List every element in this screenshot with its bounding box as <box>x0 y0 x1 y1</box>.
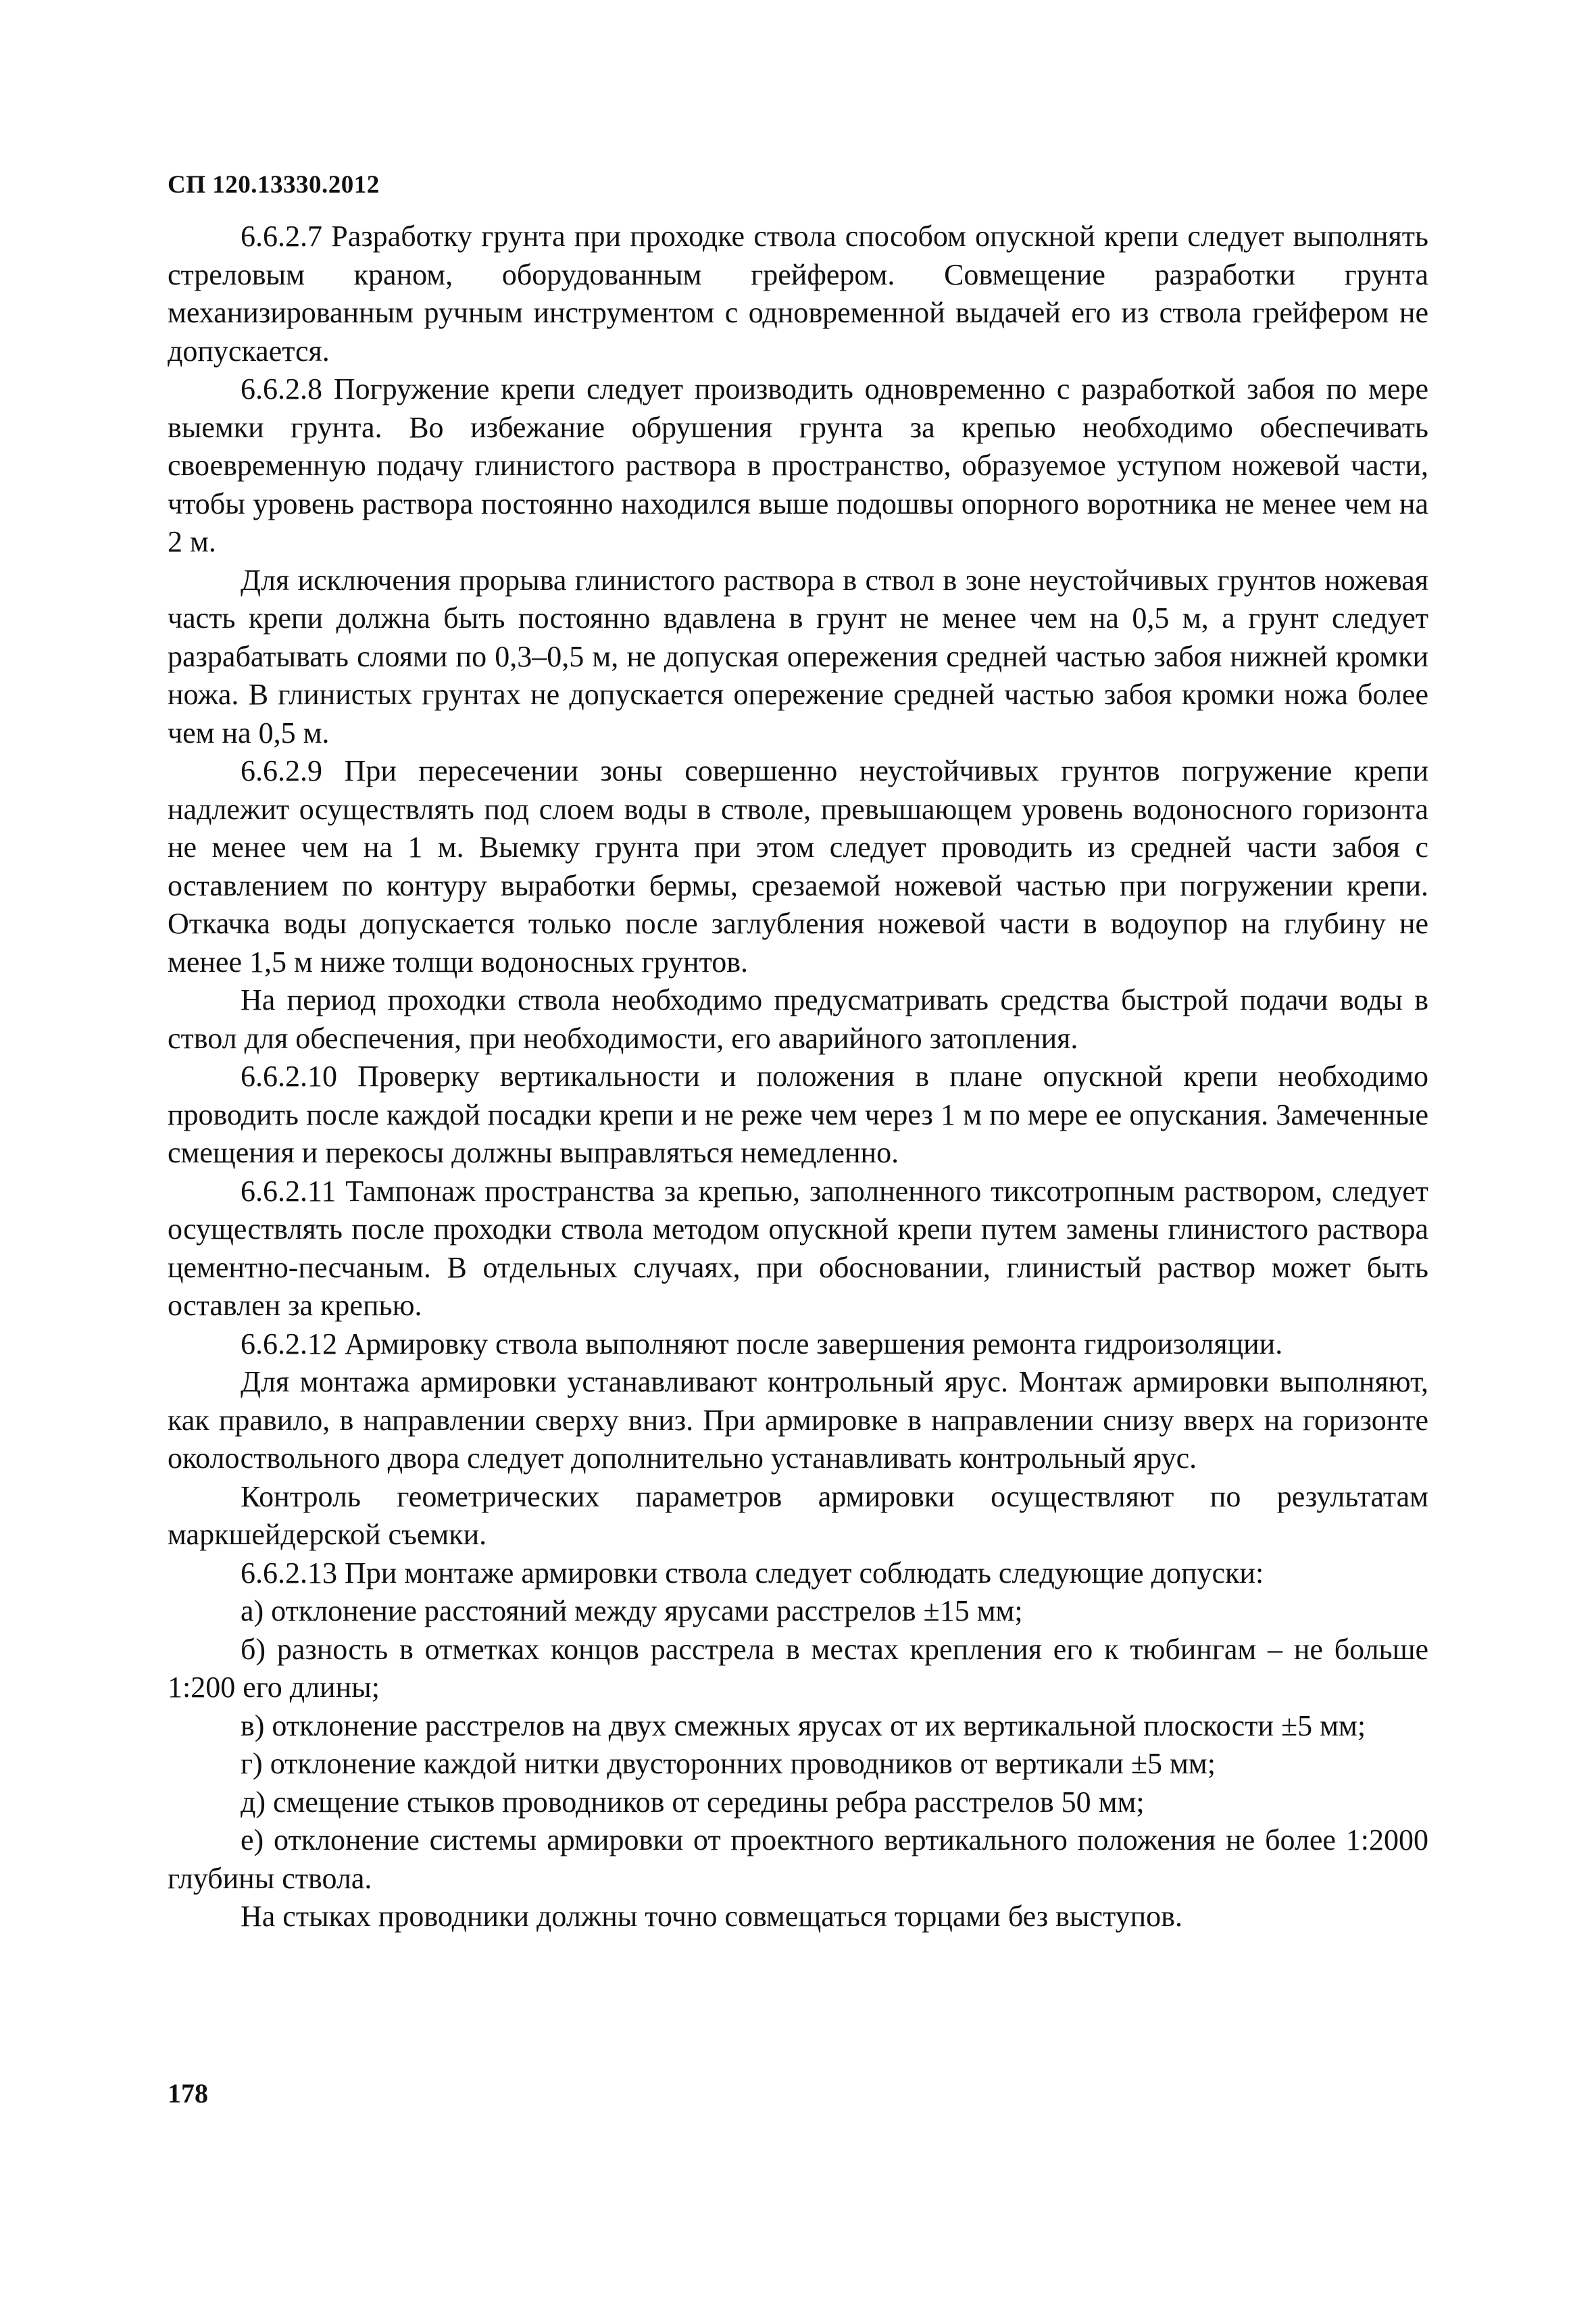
paragraph-6-6-2-11: 6.6.2.11 Тампонаж пространства за крепью, заполненного тиксотропным раствором, следует осуществлять после проходки ствола методом опускной крепи путем замены глинистого раствора цементно-песчаным. В отдельных случаях, при обосновании, глинистый раствор может быть оставлен за крепью. <box>168 1174 1428 1322</box>
paragraph-clay-breakthrough: Для исключения прорыва глинистого раствора в ствол в зоне неустойчивых грунтов ножевая часть крепи должна быть постоянно вдавлена в грунт не менее чем на 0,5 м, а грунт следует разрабатывать слоями по 0,3–0,5 м, не допуская опережения средней частью забоя нижней кромки ножа. В глинистых грунтах не допускается опережение средней частью забоя кромки ножа более чем на 0,5 м. <box>168 563 1428 749</box>
list-item-e: е) отклонение системы армировки от проектного вертикального положения не более 1:2000 глубины ствола. <box>168 1823 1428 1895</box>
page-number: 178 <box>168 2078 208 2109</box>
list-item-v: в) отклонение расстрелов на двух смежных ярусах от их вертикальной плоскости ±5 мм; <box>241 1708 1366 1742</box>
paragraph-6-6-2-7: 6.6.2.7 Разработку грунта при проходке ствола способом опускной крепи следует выполнять стреловым краном, оборудованным грейфером. Совмещение разработки грунта механизированным ручным инструментом с одновременной выдачей его из ствола грейфером не допускается. <box>168 220 1428 368</box>
paragraph-geometry-control: Контроль геометрических параметров армировки осуществляют по результатам маркшейдерской съемки. <box>168 1479 1428 1551</box>
list-item-b: б) разность в отметках концов расстрела в местах крепления его к тюбингам – не больше 1:200 его длины; <box>168 1632 1428 1704</box>
paragraph-6-6-2-13: 6.6.2.13 При монтаже армировки ствола следует соблюдать следующие допуски: <box>241 1556 1264 1590</box>
paragraph-6-6-2-12: 6.6.2.12 Армировку ствола выполняют после завершения ремонта гидроизоляции. <box>241 1327 1283 1360</box>
paragraph-water-supply: На период проходки ствола необходимо предусматривать средства быстрой подачи воды в ствол для обеспечения, при необходимости, его аварийного затопления. <box>168 983 1428 1055</box>
paragraph-armoring-mounting: Для монтажа армировки устанавливают контрольный ярус. Монтаж армировки выполняют, как правило, в направлении сверху вниз. При армировке в направлении снизу вверх на горизонте околоствольного двора следует дополнительно устанавливать контрольный ярус. <box>168 1365 1428 1475</box>
document-code-header: СП 120.13330.2012 <box>168 171 380 199</box>
paragraph-6-6-2-8: 6.6.2.8 Погружение крепи следует производить одновременно с разработкой забоя по мере выемки грунта. Во избежание обрушения грунта за крепью необходимо обеспечивать своевременную подачу глинистого раствора в пространство, образуемое уступом ножевой части, чтобы уровень раствора постоянно находился выше подошвы опорного воротника не менее чем на 2 м. <box>168 372 1428 558</box>
list-item-g: г) отклонение каждой нитки двусторонних проводников от вертикали ±5 мм; <box>241 1747 1216 1780</box>
paragraph-6-6-2-10: 6.6.2.10 Проверку вертикальности и положения в плане опускной крепи необходимо проводить после каждой посадки крепи и не реже чем через 1 м по мере ее опускания. Замеченные смещения и перекосы должны выправляться немедленно. <box>168 1060 1428 1169</box>
list-item-d: д) смещение стыков проводников от середины ребра расстрелов 50 мм; <box>241 1785 1145 1819</box>
paragraph-joints: На стыках проводники должны точно совмещаться торцами без выступов. <box>241 1900 1182 1933</box>
paragraph-6-6-2-9: 6.6.2.9 При пересечении зоны совершенно неустойчивых грунтов погружение крепи надлежит осуществлять под слоем воды в стволе, превышающем уровень водоносного горизонта не менее чем на 1 м. Выемку грунта при этом следует проводить из средней части забоя с оставлением по контуру выработки бермы, срезаемой ножевой частью при погружении крепи. Откачка воды допускается только после заглубления ножевой части в водоупор на глубину не менее 1,5 м ниже толщи водоносных грунтов. <box>168 754 1428 979</box>
document-body <box>168 218 1428 1936</box>
list-item-a: а) отклонение расстояний между ярусами расстрелов ±15 мм; <box>241 1594 1023 1627</box>
